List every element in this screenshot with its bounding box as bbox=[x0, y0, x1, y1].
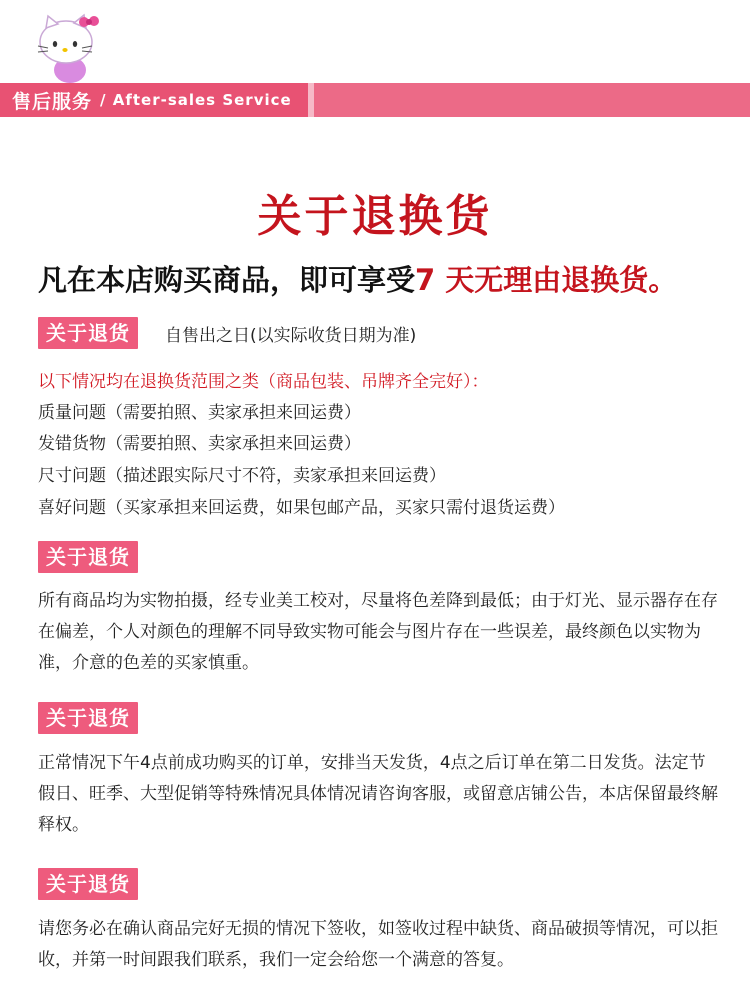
section-text: 请您务必在确认商品完好无损的情况下签收，如签收过程中缺货、商品破损等情况，可以拒收，并第一时间跟我们联系，我们一定会给您一个满意的答复。 bbox=[38, 919, 718, 970]
section-text: 正常情况下午4点前成功购买的订单，安排当天发货，4点之后订单在第二日发货。法定节假日、旺季、大型促销等特殊情况具体情况请咨询客服，或留意店铺公告，本店保留最终解释权。 bbox=[38, 753, 718, 835]
list-item: 发错货物（需要拍照、卖家承担来回运费） bbox=[38, 434, 361, 454]
banner-title-zh: 售后服务 bbox=[12, 90, 93, 113]
list-item: 喜好问题（买家承担来回运费，如果包邮产品，买家只需付退货运费） bbox=[38, 498, 565, 518]
list-item: 尺寸问题（描述跟实际尺寸不符，卖家承担来回运费） bbox=[38, 466, 446, 486]
section-tag: 关于退货 bbox=[38, 702, 138, 734]
section-tag: 关于退货 bbox=[38, 868, 138, 900]
headline bbox=[38, 258, 677, 299]
section-note: 自售出之日(以实际收货日期为准) bbox=[165, 326, 417, 346]
section-text: 所有商品均为实物拍摄，经专业美工校对，尽量将色差降到最低；由于灯光、显示器存在存在偏差，个人对颜色的理解不同导致实物可能会与图片存在一些误差，最终颜色以实物为准，介意的色差的买家慎重。 bbox=[38, 591, 718, 673]
page-title: 关于退换货 bbox=[257, 191, 493, 242]
kitty-mascot-icon bbox=[30, 12, 100, 86]
after-sales-banner bbox=[0, 83, 750, 117]
list-item: 质量问题（需要拍照、卖家承担来回运费） bbox=[38, 403, 361, 423]
section-tag: 关于退货 bbox=[38, 317, 138, 349]
section-tag: 关于退货 bbox=[38, 541, 138, 573]
banner-title-en: / After-sales Service bbox=[100, 91, 292, 109]
headline-text: 凡在本店购买商品，即可享受 bbox=[38, 263, 416, 297]
headline-highlight: 7 天无理由退换货。 bbox=[415, 263, 678, 297]
banner-divider bbox=[308, 83, 314, 117]
banner-label bbox=[0, 83, 308, 117]
range-intro: 以下情况均在退换货范围之类（商品包装、吊牌齐全完好）： bbox=[38, 372, 489, 392]
